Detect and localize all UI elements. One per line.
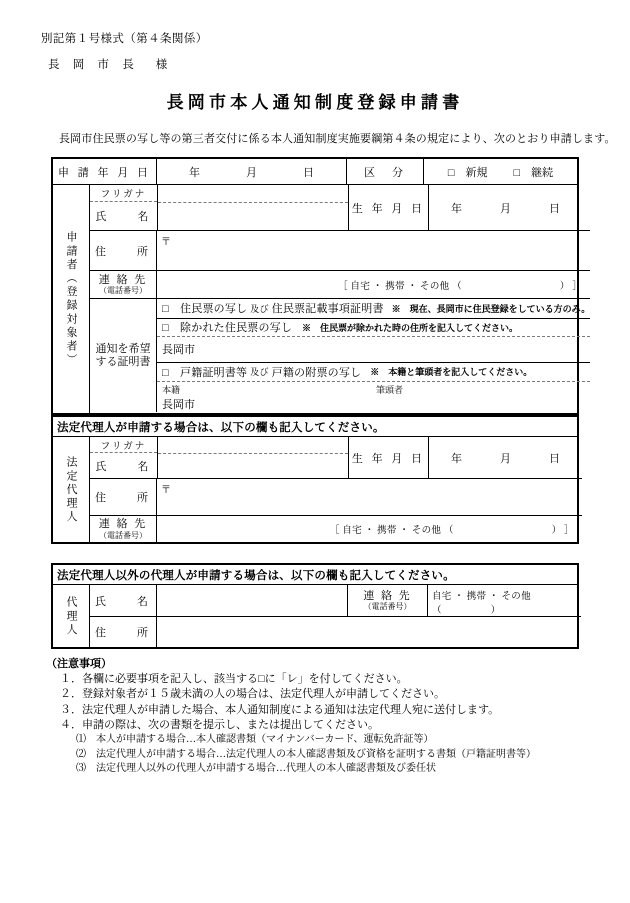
notes-heading: （注意事項） — [46, 658, 112, 670]
certificate-label-line2: する証明書 — [95, 355, 151, 368]
notes-list — [46, 672, 536, 777]
note-item-3: ３．法定代理人が申請した場合、本人通知制度による通知は法定代理人宛に送付します。 — [60, 703, 500, 716]
legal-address-input[interactable] — [157, 479, 582, 515]
note-subitem-3: ⑶ 法定代理人以外の代理人が申請する場合…代理人の本人確認書類及び委任状 — [76, 763, 436, 775]
legal-furigana-input[interactable] — [158, 437, 348, 454]
application-date-row — [53, 159, 577, 185]
contact-options: ［ 自宅 ・ 携帯 ・ その他 （ ） ］ — [338, 281, 583, 292]
certificate-option-1-cont: 住民票記載事項証明書 — [271, 303, 384, 316]
city-prefill-1: 長岡市 — [162, 344, 195, 357]
certificate-option-1-text: □ 住民票の写し — [162, 303, 248, 316]
honseki-header-row — [157, 382, 590, 396]
intro-paragraph: 長岡市住民票の写し等の第三者交付に係る本人通知制度実施要綱第４条の規定により、次のとおり申請します。 — [59, 133, 616, 145]
applicant-table — [51, 157, 591, 415]
category-options[interactable] — [424, 159, 577, 184]
legal-birth-date-field[interactable] — [429, 437, 582, 478]
legal-name-input[interactable] — [158, 454, 348, 478]
address-label: 住 所 — [90, 231, 157, 270]
legal-contact-label: 連 絡 先 — [98, 518, 148, 531]
birth-label: 生 年 月 日 — [349, 185, 429, 230]
agent-contact-input[interactable] — [428, 585, 581, 616]
legal-contact-label-group — [90, 516, 157, 542]
hittousha-label: 筆頭者 — [376, 384, 404, 395]
notes-section — [46, 657, 536, 777]
birth-label-year: 年 — [451, 202, 462, 215]
certificate-option-3-cont: 戸籍の附票の写し — [271, 366, 362, 379]
agent-contact-options: 自宅 ・ 携帯 ・ その他 （ ） — [432, 592, 531, 616]
agent-address-label: 住 所 — [90, 617, 157, 647]
certificate-option-1[interactable] — [157, 299, 590, 319]
contact-row — [90, 271, 590, 299]
honseki-input[interactable] — [157, 396, 590, 412]
birth-label-month: 月 — [500, 202, 511, 215]
legal-banner: 法定代理人が申請する場合は、以下の欄も記入してください。 — [53, 417, 577, 437]
agent-name-input[interactable] — [157, 585, 348, 616]
checkbox-new[interactable]: □ 新規 — [447, 166, 488, 179]
certificate-label — [90, 299, 157, 412]
agent-name-row — [90, 585, 581, 617]
city-prefill-2: 長岡市 — [162, 398, 195, 411]
certificate-option-2-text: □ 除かれた住民票の写し — [162, 322, 293, 335]
certificate-option-1-note: ※ 現在、長岡市に住民登録をしている方のみ。 — [391, 303, 591, 314]
legal-postal-mark-icon: 〒 — [161, 485, 171, 496]
note-item-1: １．各欄に必要事項を記入し、該当する□に「レ」を付してください。 — [60, 673, 408, 686]
agent-table — [51, 563, 579, 649]
category-label: 区 分 — [347, 159, 424, 184]
page-title: 長岡市本人通知制度登録申請書 — [166, 93, 464, 112]
contact-input[interactable] — [157, 271, 590, 298]
note-subitem-1: ⑴ 本人が申請する場合…本人確認書類（マイナンバーカード、運転免許証等） — [76, 734, 434, 746]
legal-contact-input[interactable] — [157, 516, 582, 542]
birth-date-field[interactable] — [429, 185, 582, 230]
address-row — [90, 231, 590, 271]
agent-address-row — [90, 617, 581, 647]
contact-sublabel: （電話番号） — [99, 286, 147, 296]
agent-contact-label-group — [348, 585, 428, 616]
agent-name-label: 氏 名 — [90, 585, 157, 616]
certificate-block — [90, 299, 590, 412]
legal-name-row — [90, 437, 582, 479]
label-year: 年 — [189, 166, 200, 179]
legal-body — [53, 437, 577, 542]
legal-birth-label-year: 年 — [451, 452, 462, 465]
agent-banner: 法定代理人以外の代理人が申請する場合は、以下の欄も記入してください。 — [53, 565, 577, 585]
agent-address-input[interactable] — [157, 617, 581, 647]
certificate-option-2[interactable] — [157, 319, 590, 338]
label-day: 日 — [303, 166, 314, 179]
name-input[interactable] — [158, 203, 348, 230]
contact-label-group — [90, 271, 157, 298]
removed-address-input[interactable] — [157, 337, 590, 362]
legal-vertical-label: 法定代理人 — [53, 437, 90, 542]
honseki-label: 本籍 — [162, 384, 181, 395]
furigana-input[interactable] — [158, 185, 348, 203]
contact-label: 連 絡 先 — [98, 273, 148, 286]
application-date-field[interactable] — [157, 159, 347, 184]
certificate-option-3-text: □ 戸籍証明書等 — [162, 366, 248, 379]
postal-mark-icon: 〒 — [161, 237, 171, 248]
legal-contact-sublabel: （電話番号） — [99, 530, 147, 540]
certificate-option-2-note: ※ 住民票が除かれた時の住所を記入してください。 — [302, 322, 519, 333]
agent-contact-label: 連 絡 先 — [363, 589, 412, 602]
legal-name-label: 氏 名 — [95, 460, 152, 473]
note-subitem-2: ⑵ 法定代理人が申請する場合…法定代理人の本人確認書類及び資格を証明する書類（戸籍証明書等） — [76, 748, 536, 760]
address-input[interactable] — [157, 231, 590, 270]
legal-representative-table — [51, 415, 579, 544]
note-item-4: ４．申請の際は、次の書類を提示し、または提出してください。 — [60, 718, 379, 731]
checkbox-continue[interactable]: □ 継続 — [513, 166, 554, 179]
name-label: 氏 名 — [95, 211, 152, 223]
label-month: 月 — [246, 166, 257, 179]
birth-label-day: 日 — [549, 202, 560, 215]
legal-birth-label-day: 日 — [549, 452, 560, 465]
application-date-label: 申 請 年 月 日 — [53, 159, 157, 184]
agent-vertical-label: 代理人 — [53, 585, 90, 647]
legal-address-row — [90, 479, 582, 516]
legal-contact-row — [90, 516, 582, 542]
legal-contact-options: ［ 自宅 ・ 携帯 ・ その他 （ ） ］ — [329, 526, 574, 536]
legal-birth-label: 生 年 月 日 — [349, 437, 429, 478]
certificate-option-3-note: ※ 本籍と筆頭者を記入してください。 — [370, 367, 533, 378]
furigana-label: フリガナ — [90, 185, 157, 202]
certificate-option-1-conj: 及び — [250, 303, 269, 314]
applicant-vertical-label: 申請者（登録対象者） — [53, 185, 90, 413]
agent-body — [53, 585, 577, 647]
form-number: 別記第１号様式（第４条関係） — [41, 33, 208, 45]
certificate-option-3[interactable] — [157, 363, 590, 383]
certificate-option-3-conj: 及び — [250, 367, 269, 378]
legal-birth-label-month: 月 — [500, 452, 511, 465]
addressee-line: 長 岡 市 長 様 — [48, 59, 173, 71]
certificate-label-line1: 通知を希望 — [95, 342, 151, 355]
name-row — [90, 185, 590, 231]
applicant-body — [53, 185, 591, 413]
legal-address-label: 住 所 — [90, 479, 157, 515]
legal-furigana-label: フリガナ — [90, 437, 157, 453]
agent-contact-sublabel: （電話番号） — [363, 602, 412, 612]
note-item-2: ２．登録対象者が１５歳未満の人の場合は、法定代理人が申請してください。 — [60, 688, 445, 701]
